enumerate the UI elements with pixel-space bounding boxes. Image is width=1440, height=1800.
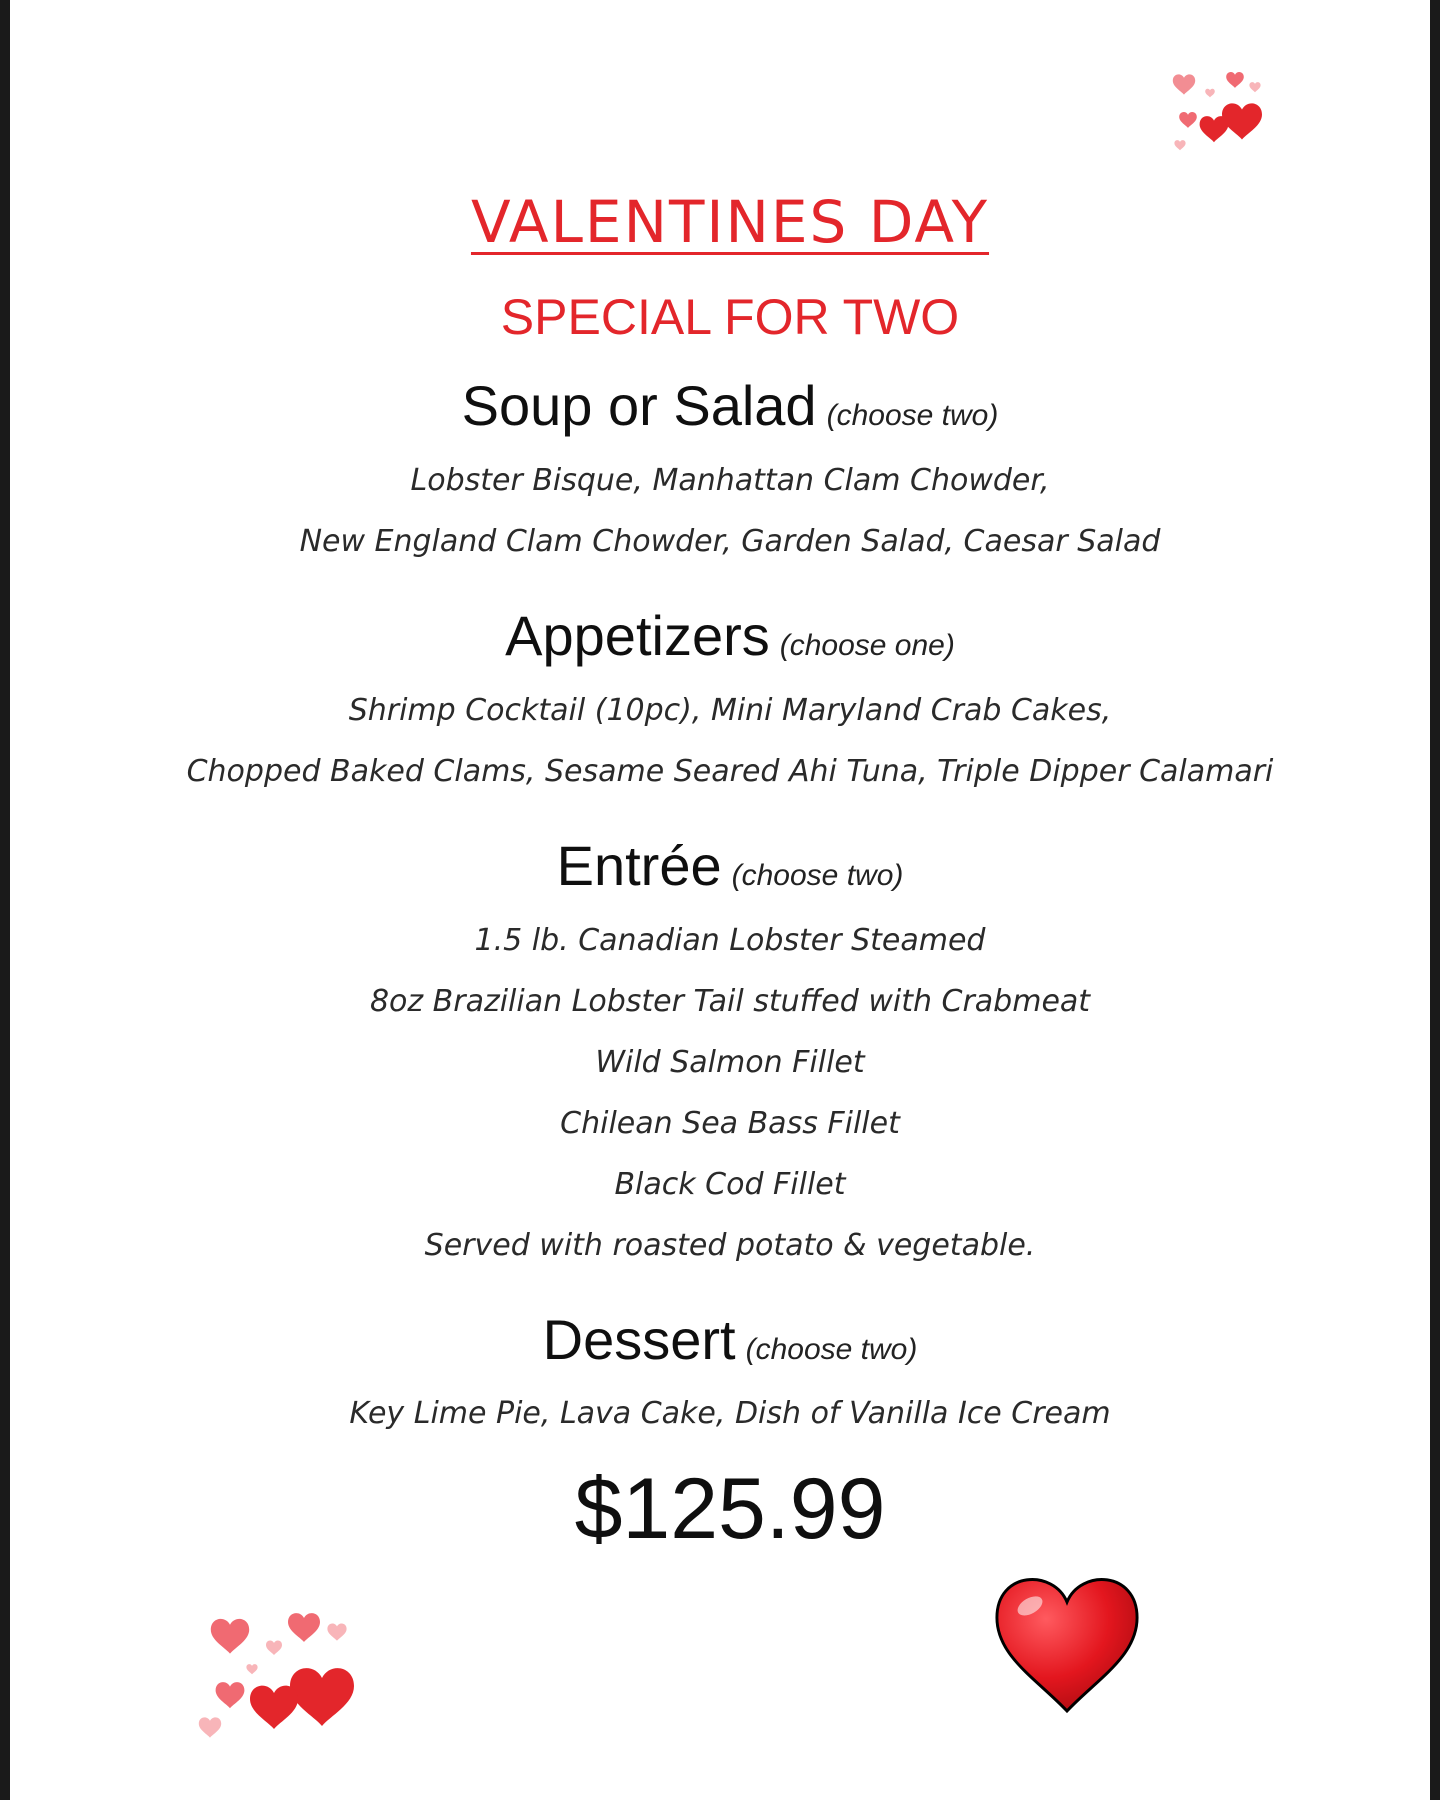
red-heart-icon — [994, 1565, 1140, 1713]
menu-item: 1.5 lb. Canadian Lobster Steamed — [474, 923, 986, 958]
hearts-cluster-icon — [1160, 62, 1270, 152]
menu-item: Black Cod Fillet — [614, 1167, 846, 1202]
section-note: (choose one) — [779, 629, 955, 662]
menu-item: New England Clam Chowder, Garden Salad, Caesar Salad — [299, 524, 1161, 559]
section-heading-soup-or-salad — [10, 373, 1440, 438]
section-note: (choose two) — [745, 1333, 918, 1366]
menu-item: 8oz Brazilian Lobster Tail stuffed with Crabmeat — [369, 984, 1091, 1019]
section-heading-entree — [10, 833, 1440, 898]
menu-subtitle: SPECIAL FOR TWO — [500, 289, 960, 345]
section-title: Soup or Salad — [461, 374, 817, 437]
menu-item: Chilean Sea Bass Fillet — [560, 1106, 900, 1141]
section-title: Appetizers — [505, 604, 770, 667]
section-title: Dessert — [542, 1308, 736, 1371]
section-note: (choose two) — [731, 859, 904, 892]
menu-item: Shrimp Cocktail (10pc), Mini Maryland Crab Cakes, — [348, 693, 1112, 728]
menu-item: Lobster Bisque, Manhattan Clam Chowder, — [410, 463, 1050, 498]
menu-item: Wild Salmon Fillet — [595, 1045, 865, 1080]
menu-item: Key Lime Pie, Lava Cake, Dish of Vanilla Ice Cream — [349, 1396, 1111, 1431]
section-title: Entrée — [556, 834, 722, 897]
menu-item: Chopped Baked Clams, Sesame Seared Ahi Tuna, Triple Dipper Calamari — [186, 754, 1274, 789]
menu-title: VALENTINES DAY — [470, 188, 990, 256]
price: $125.99 — [574, 1461, 886, 1557]
section-note: (choose two) — [826, 399, 999, 432]
hearts-cluster-icon — [192, 1600, 362, 1740]
section-heading-appetizers — [10, 603, 1440, 668]
menu-item-note: Served with roasted potato & vegetable. — [424, 1228, 1036, 1263]
section-heading-dessert — [10, 1307, 1440, 1372]
